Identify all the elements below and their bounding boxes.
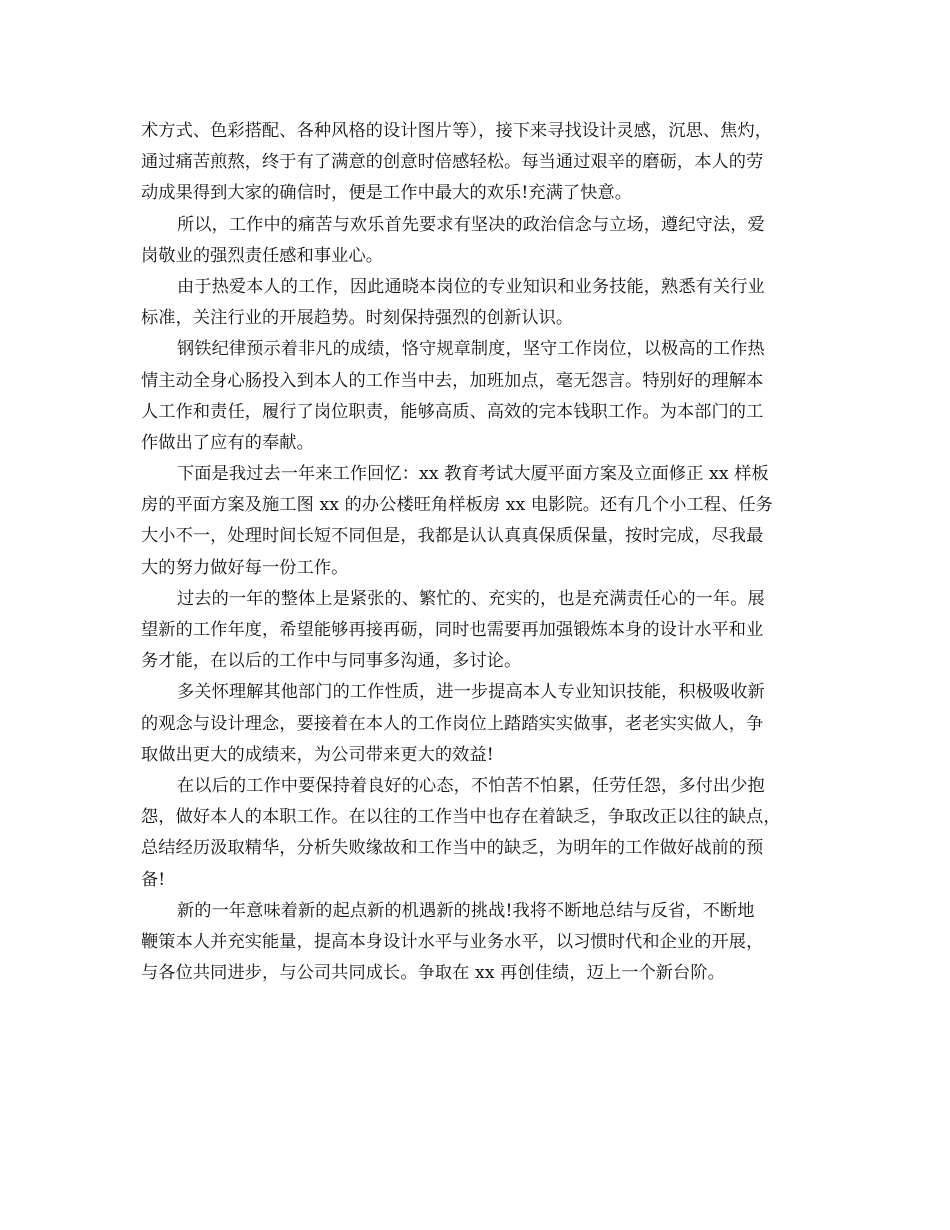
text-line: 岗敬业的强烈责任感和事业心。 (141, 245, 384, 266)
paragraph-6 (141, 584, 821, 678)
document-body (141, 116, 821, 989)
text-line: 钢铁纪律预示着非凡的成绩，恪守规章制度，坚守工作岗位，以极高的工作热 (177, 339, 765, 360)
paragraph-4 (141, 334, 821, 459)
text-line: 大的努力做好每一份工作。 (141, 557, 349, 578)
paragraph-1 (141, 116, 821, 210)
text-line: 备! (141, 869, 166, 890)
text-line: 大小不一，处理时间长短不同但是，我都是认认真真保质保量，按时完成，尽我最 (141, 526, 764, 547)
text-line: 下面是我过去一年来工作回忆：xx 教育考试大厦平面方案及立面修正 xx 样板 (177, 464, 769, 485)
text-line: 总结经历汲取精华，分析失败缘故和工作当中的缺乏，为明年的工作做好战前的预 (141, 838, 764, 859)
text-line: 的观念与设计理念，要接着在本人的工作岗位上踏踏实实做事，老老实实做人，争 (141, 713, 764, 734)
paragraph-5 (141, 459, 821, 584)
text-line: 新的一年意味着新的起点新的机遇新的挑战!我将不断地总结与反省，不断地 (177, 900, 755, 921)
text-line: 房的平面方案及施工图 xx 的办公楼旺角样板房 xx 电影院。还有几个小工程、任务 (141, 495, 773, 516)
text-line: 通过痛苦煎熬，终于有了满意的创意时倍感轻松。每当通过艰辛的磨砺，本人的劳 (141, 152, 764, 173)
text-line: 动成果得到大家的确信时，便是工作中最大的欢乐!充满了快意。 (141, 183, 633, 204)
text-line: 鞭策本人并充实能量，提高本身设计水平与业务水平，以习惯时代和企业的开展， (141, 931, 764, 952)
text-line: 在以后的工作中要保持着良好的心态，不怕苦不怕累，任劳任怨，多付出少抱 (177, 775, 765, 796)
paragraph-2 (141, 210, 821, 272)
text-line: 怨，做好本人的本职工作。在以往的工作当中也存在着缺乏，争取改正以往的缺点， (141, 807, 781, 828)
paragraph-3 (141, 272, 821, 334)
text-line: 过去的一年的整体上是紧张的、繁忙的、充实的，也是充满责任心的一年。展 (177, 588, 765, 609)
paragraph-7 (141, 677, 821, 771)
text-line: 务才能，在以后的工作中与同事多沟通，多讨论。 (141, 651, 522, 672)
text-line: 所以，工作中的痛苦与欢乐首先要求有坚决的政治信念与立场，遵纪守法，爱 (177, 214, 765, 235)
text-line: 望新的工作年度，希望能够再接再砺，同时也需要再加强锻炼本身的设计水平和业 (141, 620, 764, 640)
text-line: 情主动全身心肠投入到本人的工作当中去，加班加点，毫无怨言。特别好的理解本 (141, 370, 764, 391)
text-line: 由于热爱本人的工作，因此通晓本岗位的专业知识和业务技能，熟悉有关行业 (177, 276, 765, 297)
text-line: 作做出了应有的奉献。 (141, 432, 314, 453)
text-line: 术方式、色彩搭配、各种风格的设计图片等），接下来寻找设计灵感，沉思、焦灼， (141, 121, 773, 141)
text-line: 取做出更大的成绩来，为公司带来更大的效益! (141, 744, 494, 765)
text-line: 与各位共同进步，与公司共同成长。争取在 xx 再创佳绩，迈上一个新台阶。 (141, 963, 725, 984)
text-line: 多关怀理解其他部门的工作性质，进一步提高本人专业知识技能，积极吸收新 (177, 682, 765, 703)
paragraph-8 (141, 771, 821, 896)
text-line: 标准，关注行业的开展趋势。时刻保持强烈的创新认识。 (141, 308, 574, 329)
text-line: 人工作和责任，履行了岗位职责，能够高质、高效的完本钱职工作。为本部门的工 (141, 401, 764, 422)
paragraph-9 (141, 896, 821, 990)
